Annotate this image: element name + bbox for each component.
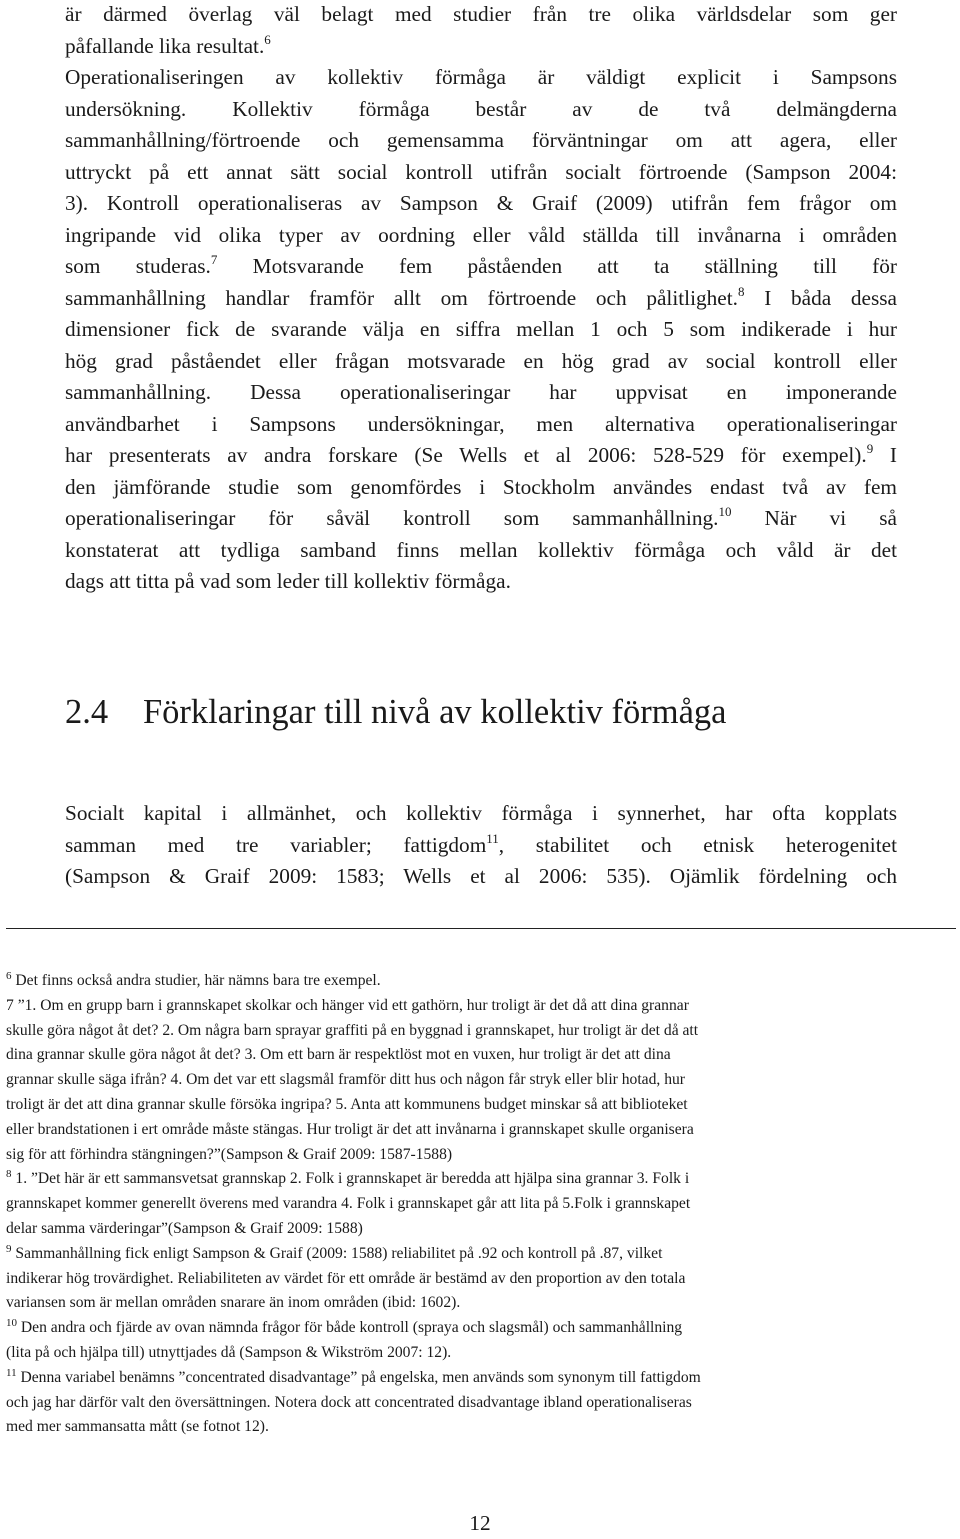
text-line: [65, 440, 897, 471]
line-text: , stabilitet och etnisk heterogenitet: [498, 832, 898, 857]
text-line: [65, 251, 897, 282]
line-text: sammanhållning/förtroende och gemensamma förväntningar om att agera, eller: [65, 128, 897, 152]
footnote-line: [6, 1391, 943, 1416]
text-line: [65, 830, 897, 861]
line-text: Operationaliseringen av kollektiv förmåga är väldigt explicit i Sampsons: [65, 65, 897, 89]
section-title: Förklaringar till nivå av kollektiv förmåga: [143, 693, 727, 731]
footnote-marker: 7: [210, 252, 218, 267]
line-text: dags att titta på vad som leder till kollektiv förmåga.: [65, 569, 511, 593]
line-text: 7 ”1. Om en grupp barn i grannskapet skolkar och hänger vid ett gathörn, hur troligt är det då att dina grannar: [6, 996, 689, 1014]
footnote-marker: 8: [738, 283, 745, 299]
line-text: delar samma värderingar”(Sampson & Graif 2009: 1588): [6, 1220, 363, 1237]
footnote-line: [6, 994, 943, 1019]
footnote-marker: 11: [486, 830, 499, 846]
text-line: [65, 0, 897, 30]
line-text: undersökning. Kollektiv förmåga består av de två delmängderna: [65, 96, 897, 121]
line-text: dina grannar skulle göra något åt det? 3. Om ett barn är respektlöst mot en vuxen, hur troligt är det att dina: [6, 1046, 671, 1064]
line-text: användbarhet i Sampsons undersökningar, men alternativa operationaliseringar: [65, 411, 897, 436]
footnote-marker: 6: [6, 970, 12, 982]
text-line: [65, 188, 897, 219]
line-text: med mer sammansatta mått (se fotnot 12).: [6, 1418, 269, 1436]
line-text: sammanhållning. Dessa operationaliseringar har uppvisat en imponerande: [65, 380, 897, 404]
line-text: operationaliseringar för såväl kontroll som sammanhållning.: [65, 506, 719, 530]
footnote-line: [6, 1291, 943, 1316]
text-line: [65, 346, 897, 377]
text-line: [65, 535, 897, 566]
line-text: Sammanhållning fick enligt Sampson & Graif (2009: 1588) reliabilitet på .92 och kontroll på .87, vilket: [11, 1244, 663, 1262]
footnote-marker: 9: [6, 1242, 12, 1255]
line-text: är därmed överlag väl belagt med studier från tre olika världsdelar som ger: [65, 2, 897, 26]
line-text: I: [873, 443, 897, 467]
footnote-line: [6, 1242, 943, 1267]
line-text: I båda dessa: [744, 285, 897, 310]
text-line: [65, 94, 897, 125]
footnote-marker: 11: [6, 1366, 17, 1379]
line-text: När vi så: [731, 506, 897, 530]
line-text: eller brandstationen i ert område måste stängas. Hur troligt är det att invånarna i grannskapet skulle organisera: [6, 1120, 694, 1138]
line-text: Socialt kapital i allmänhet, och kollektiv förmåga i synnerhet, har ofta kopplats: [65, 801, 897, 825]
footnote-marker: 10: [718, 504, 732, 519]
footnote-line: [6, 1267, 943, 1292]
text-line: [65, 472, 897, 503]
line-text: dimensioner fick de svarande välja en siffra mellan 1 och 5 som indikerade i hur: [65, 317, 897, 341]
text-line: [65, 503, 897, 534]
footnote-line: [6, 1167, 943, 1192]
text-line: [65, 409, 897, 440]
line-text: Denna variabel benämns ”concentrated disadvantage” på engelska, men används som synonym till fattigdom: [16, 1368, 701, 1386]
line-text: uttryckt på ett annat sätt social kontroll utifrån socialt förtroende (Sampson 2004:: [65, 159, 897, 184]
footnote-line: [6, 1093, 943, 1118]
footnote-line: [6, 1043, 943, 1068]
text-line: [65, 861, 897, 892]
page-number: 12: [469, 1511, 491, 1535]
line-text: Det finns också andra studier, här nämns bara tre exempel.: [11, 972, 381, 989]
footnote-marker: 9: [866, 441, 874, 456]
line-text: grannskapet kommer generellt överens med varandra 4. Folk i grannskapet går att lita på 5.Folk i grannskapet: [6, 1195, 691, 1213]
section-number: 2.4: [65, 693, 109, 731]
text-line: [65, 566, 897, 597]
footnote-line: [6, 1192, 943, 1217]
line-text: 3). Kontroll operationaliseras av Sampson & Graif (2009) utifrån fem frågor om: [65, 191, 897, 215]
line-text: har presenterats av andra forskare (Se Wells et al 2006: 528-529 för exempel).: [65, 443, 867, 467]
line-text: hög grad påståendet eller frågan motsvarade en hög grad av social kontroll eller: [65, 348, 897, 373]
footnote-divider: [6, 928, 956, 929]
line-text: och jag har därför valt den översättningen. Notera dock att concentrated disadvantage ibland operationaliseras: [6, 1393, 692, 1411]
line-text: Den andra och fjärde av ovan nämnda frågor för både kontroll (spraya och slagsmål) och sammanhållning: [17, 1319, 683, 1337]
line-text: indikerar hög trovärdighet. Reliabiliteten av värdet för ett område är bestämd av den proportion av den totala: [6, 1269, 686, 1287]
line-text: (lita på och hjälpa till) utnyttjades då (Sampson & Wikström 2007: 12).: [6, 1344, 452, 1361]
text-line: [65, 377, 897, 408]
line-text: som studeras.: [65, 254, 211, 278]
footnote-marker: 6: [264, 31, 271, 47]
line-text: 1. ”Det här är ett sammansvetsat grannskap 2. Folk i grannskapet är beredda att hjälpa sina grannar 3. Folk i: [11, 1170, 690, 1188]
line-text: konstaterat att tydliga samband finns mellan kollektiv förmåga och våld är det: [65, 537, 897, 562]
line-text: grannar skulle säga ifrån? 4. Om det var ett slagsmål framför ditt hus och någon får stryk eller blir hotad, hur: [6, 1071, 685, 1089]
footnote-line: [6, 1019, 943, 1044]
line-text: sig för att förhindra stängningen?”(Sampson & Graif 2009: 1587-1588): [6, 1145, 453, 1163]
text-line: [65, 157, 897, 188]
footnote-line: [6, 969, 943, 994]
text-line: [65, 31, 897, 62]
section-heading: [65, 690, 726, 734]
line-text: (Sampson & Graif 2009: 1583; Wells et al 2006: 535). Ojämlik fördelning och: [65, 864, 897, 888]
line-text: samman med tre variabler; fattigdom: [65, 832, 487, 857]
line-text: variansen som är mellan områden snarare än inom områden (ibid: 1602).: [6, 1294, 461, 1312]
footnote-line: [6, 1341, 943, 1366]
text-line: [65, 125, 897, 156]
footnote-line: [6, 1118, 943, 1143]
text-line: [65, 283, 897, 314]
line-text: troligt är det att dina grannar skulle försöka ingripa? 5. Anta att kommunens budget minskar så att biblioteket: [6, 1096, 688, 1113]
line-text: skulle göra något åt det? 2. Om några barn sprayar graffiti på en byggnad i grannskapet, hur troligt är det då att: [6, 1021, 699, 1039]
text-line: [65, 62, 897, 93]
text-line: [65, 220, 897, 251]
footnote-line: [6, 1143, 943, 1168]
line-text: den jämförande studie som genomfördes i Stockholm användes endast två av fem: [65, 474, 897, 499]
line-text: påfallande lika resultat.: [65, 33, 265, 58]
footnote-line: [6, 1068, 943, 1093]
footnote-line: [6, 1366, 943, 1391]
footnote-line: [6, 1415, 943, 1440]
footnote-marker: 8: [6, 1168, 12, 1181]
footnote-line: [6, 1217, 943, 1242]
line-text: Motsvarande fem påståenden att ta ställning till för: [217, 254, 897, 278]
text-line: [65, 314, 897, 345]
line-text: sammanhållning handlar framför allt om förtroende och pålitlighet.: [65, 285, 739, 310]
text-line: [65, 798, 897, 829]
line-text: ingripande vid olika typer av oordning eller våld ställda till invånarna i områden: [65, 222, 897, 247]
footnote-marker: 10: [6, 1317, 17, 1330]
footnote-line: [6, 1316, 943, 1341]
